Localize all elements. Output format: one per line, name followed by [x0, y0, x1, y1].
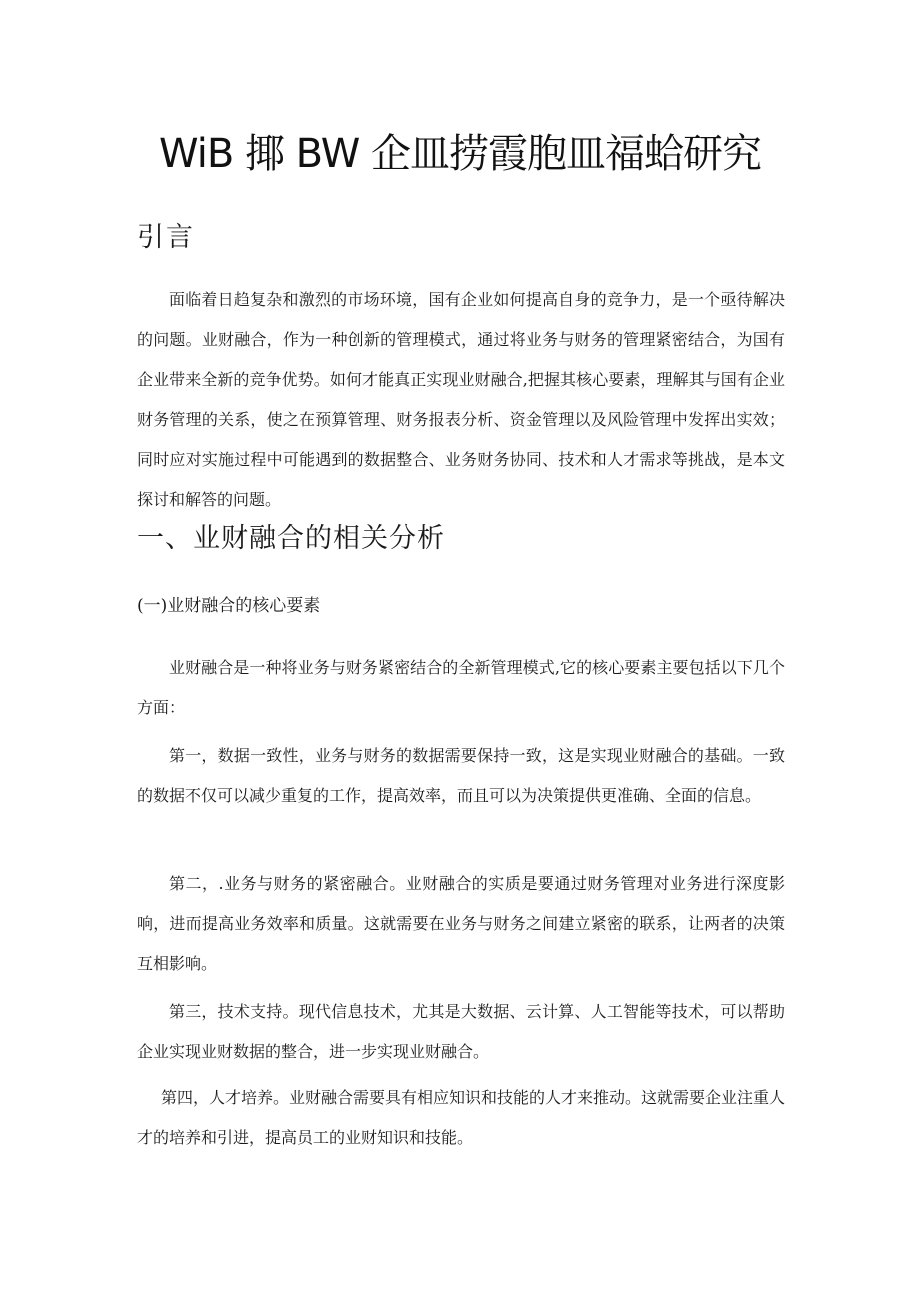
point-three-paragraph: 第三，技术支持。现代信息技术，尤其是大数据、云计算、人工智能等技术，可以帮助企业实现业财数据的整合，进一步实现业财融合。 [137, 1002, 785, 1061]
point-one-paragraph: 第一，数据一致性，业务与财务的数据需要保持一致，这是实现业财融合的基础。一致的数据不仅可以减少重复的工作，提高效率，而且可以为决策提供更准确、全面的信息。 [137, 746, 785, 805]
point-four-paragraph: 第四，人才培养。业财融合需要具有相应知识和技能的人才来推动。这就需要企业注重人才的培养和引进，提高员工的业财知识和技能。 [137, 1088, 786, 1147]
point-two-paragraph: 第二，.业务与财务的紧密融合。业财融合的实质是要通过财务管理对业务进行深度影响，进而提高业务效率和质量。这就需要在业务与财务之间建立紧密的联系，让两者的决策互相影响。 [137, 874, 785, 973]
intro-heading: 引言 [137, 222, 195, 253]
section-1-heading: 一、业财融合的相关分析 [137, 523, 445, 554]
document-title: WiB 揶 BW 企皿捞霞胞皿福蛤研究 [159, 131, 761, 177]
subsection-1-heading: (一)业财融合的核心要素 [137, 596, 321, 616]
core-elements-paragraph: 业财融合是一种将业务与财务紧密结合的全新管理模式,它的核心要素主要包括以下几个方面： [137, 658, 785, 717]
intro-paragraph: 面临着日趋复杂和激烈的市场环境，国有企业如何提高自身的竞争力，是一个亟待解决的问题。业财融合，作为一种创新的管理模式，通过将业务与财务的管理紧密结合，为国有企业带来全新的竞争优势。如何才能真正实现业财融合,把握其核心要素，理解其与国有企业财务管理的关系，使之在预算管理、财务报表分析、资金管理以及风险管理中发挥出实效；同时应对实施过程中可能遇到的数据整合、业务财务协同、技术和人才需求等挑战，是本文探讨和解答的问题。 [137, 290, 785, 509]
